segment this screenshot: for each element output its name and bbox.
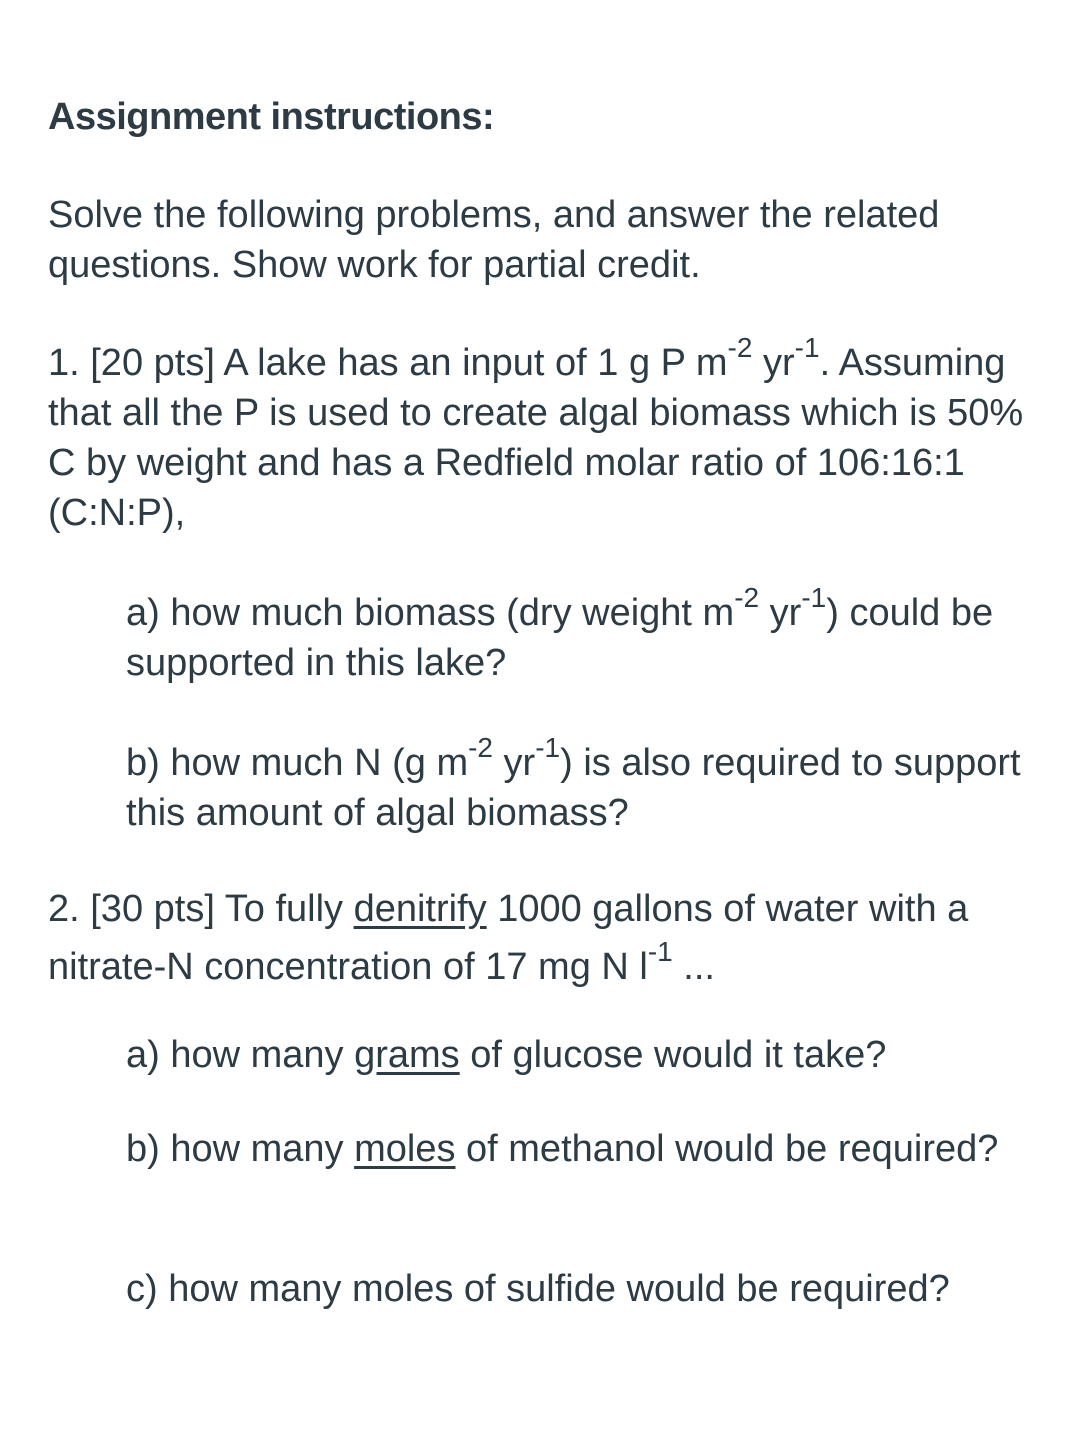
q1b-text-2: yr	[493, 742, 536, 784]
question-2b	[126, 1124, 1046, 1174]
q1b-superscript-1: -2	[468, 732, 493, 764]
q1-text-1: 1. [20 pts] A lake has an input of 1 g P m	[48, 342, 728, 384]
q1a-text-3: ) could be supported in this lake?	[126, 592, 994, 684]
question-1	[48, 332, 1058, 538]
question-1a	[126, 582, 1046, 688]
q2-text-1: 2. [30 pts] To fully	[48, 888, 354, 930]
q2b-text-2: of methanol would be required?	[455, 1128, 999, 1170]
q1a-superscript-1: -2	[734, 582, 760, 614]
q1a-text-2: yr	[759, 592, 802, 634]
q1b-text-3: ) is also required to support this amount of algal biomass?	[126, 742, 1021, 834]
q1-text-2: yr	[752, 342, 795, 384]
q2-superscript-1: -1	[647, 936, 673, 968]
assignment-heading: Assignment instructions:	[48, 96, 495, 138]
question-2c: c) how many moles of sulfide would be required?	[126, 1268, 950, 1310]
q1a-text-1: a) how much biomass (dry weight m	[126, 592, 735, 634]
q2a-text-1: a) how many	[126, 1034, 355, 1076]
question-1b	[126, 732, 1046, 838]
intro-paragraph: Solve the following problems, and answer the related questions. Show work for partial credit.	[48, 194, 940, 286]
q2-text-2: 1000 gallons of water with a nitrate-N concentration of 17 mg N l	[48, 888, 969, 988]
q2-text-3: ...	[672, 946, 715, 988]
q1b-superscript-2: -1	[535, 732, 561, 764]
question-2a	[126, 1030, 1046, 1080]
q1-superscript-1: -2	[727, 332, 753, 364]
q1a-superscript-2: -1	[801, 582, 827, 614]
q1-text-3: . Assuming that all the P is used to create algal biomass which is 50% C by weight and has a Redfield molar ratio of 106:16:1 (C:N:P),	[48, 342, 1024, 534]
q2a-text-2: of glucose would it take?	[459, 1034, 887, 1076]
q2a-underlined-grams: grams	[354, 1034, 460, 1076]
q1b-text-1: b) how much N (g m	[126, 742, 469, 784]
q1-superscript-2: -1	[794, 332, 820, 364]
q2-underlined-denitrify: denitrify	[353, 888, 487, 930]
question-2	[48, 880, 1048, 996]
q2b-underlined-moles: moles	[354, 1128, 456, 1170]
q2b-text-1: b) how many	[126, 1128, 355, 1170]
